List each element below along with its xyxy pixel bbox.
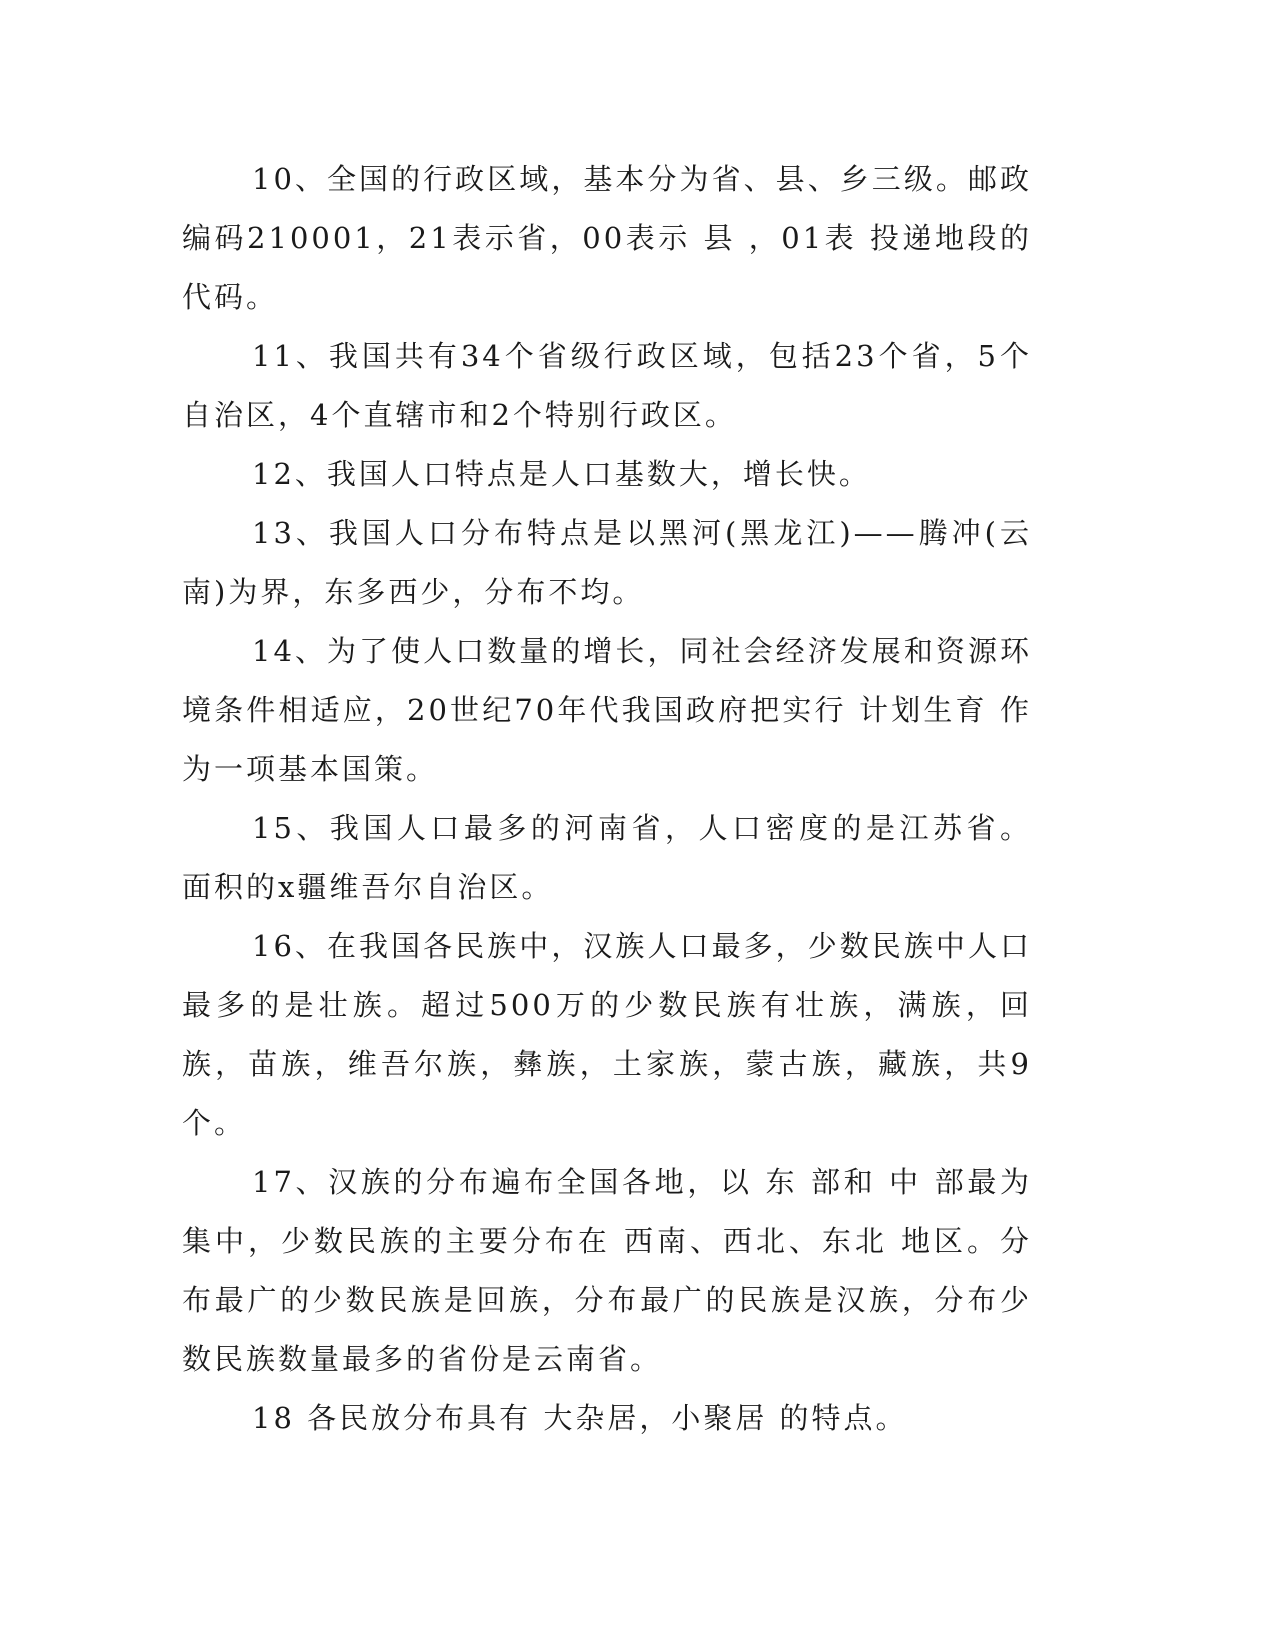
paragraph-15: 15、我国人口最多的河南省，人口密度的是江苏省。 面积的x疆维吾尔自治区。 bbox=[182, 811, 1032, 904]
paragraph-16: 16、在我国各民族中，汉族人口最多，少数民族中人口最多的是壮族。超过500万的少数民族有壮族，满族，回族，苗族，维吾尔族，彝族，土家族，蒙古族，藏族，共9个。 bbox=[182, 929, 1032, 1140]
paragraph-10: 10、全国的行政区域，基本分为省、县、乡三级。邮政编码210001，21表示省，00表示 县 ，01表 投递地段的代码。 bbox=[182, 162, 1032, 314]
paragraph-12: 12、我国人口特点是人口基数大，增长快。 bbox=[252, 457, 871, 491]
paragraph-17: 17、汉族的分布遍布全国各地，以 东 部和 中 部最为集中，少数民族的主要分布在 西南、西北、东北 地区。分布最广的少数民族是回族，分布最广的民族是汉族，分布少数民族数量最多的省份是云南省。 bbox=[182, 1165, 1032, 1376]
paragraph-13: 13、我国人口分布特点是以黑河(黑龙江)——腾冲(云南)为界，东多西少，分布不均。 bbox=[182, 516, 1032, 609]
paragraph-14: 14、为了使人口数量的增长，同社会经济发展和资源环境条件相适应，20世纪70年代我国政府把实行 计划生育 作为一项基本国策。 bbox=[182, 634, 1032, 786]
paragraph-18: 18 各民放分布具有 大杂居，小聚居 的特点。 bbox=[252, 1401, 908, 1435]
document-page bbox=[182, 150, 1032, 1448]
paragraph-11: 11、我国共有34个省级行政区域，包括23个省，5个自治区，4个直辖市和2个特别行政区。 bbox=[182, 339, 1032, 432]
